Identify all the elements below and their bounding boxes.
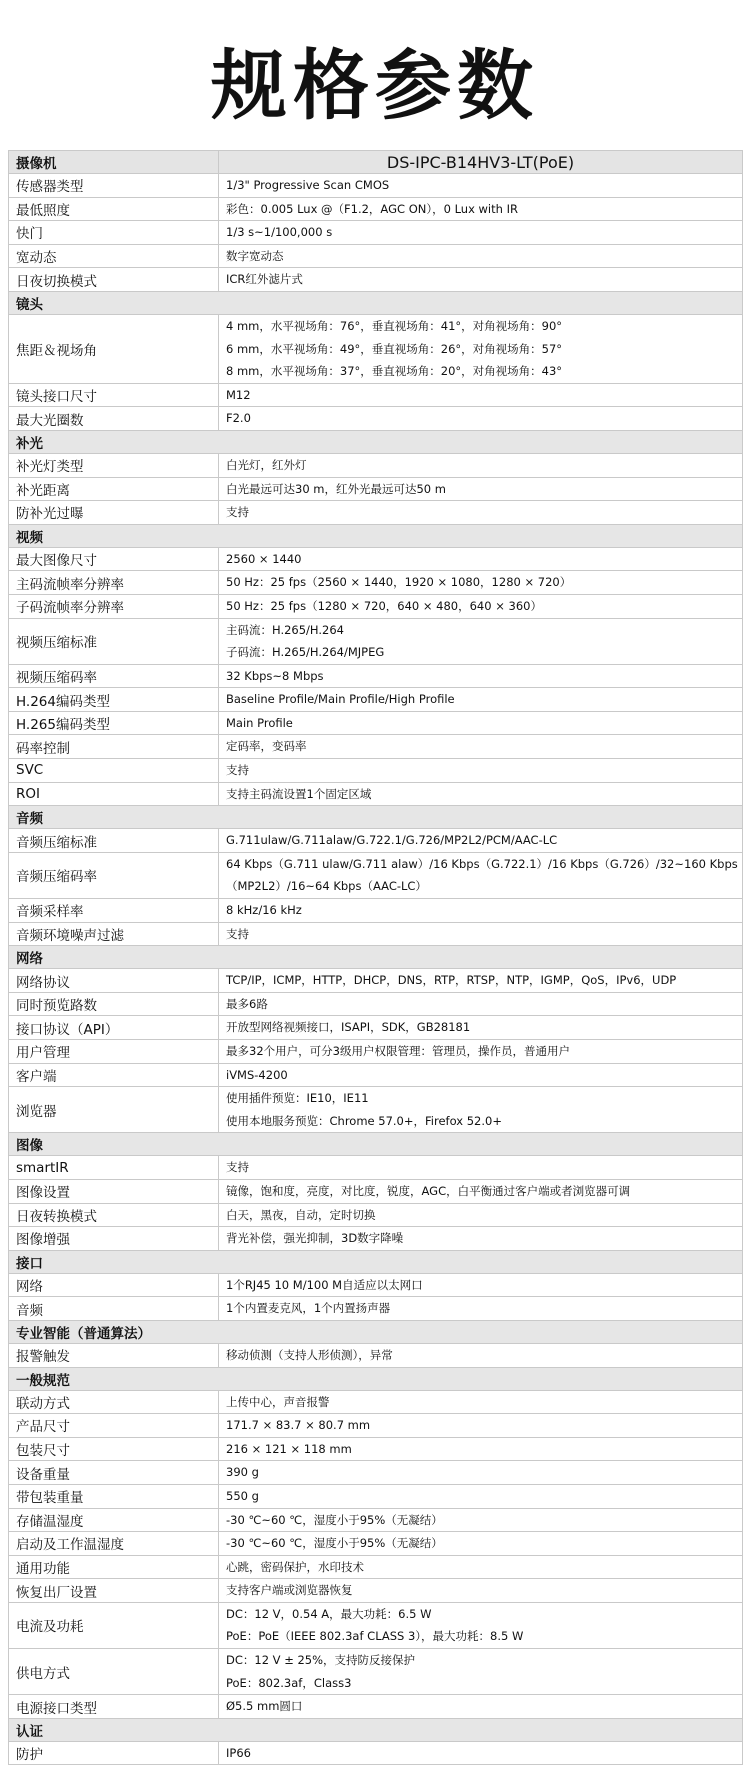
spec-label: 主码流帧率分辨率: [9, 571, 219, 595]
spec-row: [9, 453, 743, 477]
spec-label: 接口协议（API）: [9, 1016, 219, 1040]
spec-label: 同时预览路数: [9, 992, 219, 1016]
spec-value: [219, 735, 743, 759]
spec-value-line: DC：12 V，0.54 A，最大功耗：6.5 W: [226, 1606, 432, 1621]
spec-row: [9, 969, 743, 993]
spec-value: [219, 688, 743, 712]
spec-label: 宽动态: [9, 244, 219, 268]
spec-label: 焦距＆视场角: [9, 314, 219, 383]
spec-label: smartIR: [9, 1156, 219, 1180]
spec-row: [9, 688, 743, 712]
spec-value-line: 支持: [226, 763, 249, 778]
spec-row: [9, 1414, 743, 1438]
spec-row: [9, 221, 743, 245]
spec-label: 音频压缩标准: [9, 829, 219, 853]
spec-label: 音频采样率: [9, 899, 219, 923]
spec-value-line: -30 ℃~60 ℃，湿度小于95%（无凝结）: [226, 1536, 443, 1551]
spec-row: [9, 1087, 743, 1133]
spec-row: [9, 1532, 743, 1556]
spec-value: [219, 594, 743, 618]
spec-row: [9, 1602, 743, 1648]
spec-value: [219, 992, 743, 1016]
spec-value: [219, 1273, 743, 1297]
section-header: [9, 430, 743, 453]
spec-value: [219, 618, 743, 664]
spec-value-line: 定码率，变码率: [226, 739, 307, 754]
section-title: 专业智能（普通算法）: [9, 1320, 743, 1343]
spec-value: [219, 1063, 743, 1087]
spec-value-line: 上传中心，声音报警: [226, 1394, 330, 1409]
section-header: [9, 946, 743, 969]
spec-value: [219, 1156, 743, 1180]
spec-label: 图像设置: [9, 1179, 219, 1203]
spec-value-line: 开放型网络视频接口，ISAPI，SDK，GB28181: [226, 1020, 471, 1035]
spec-row: [9, 383, 743, 407]
model-value: DS-IPC-B14HV3-LT(PoE): [219, 151, 743, 174]
spec-value: [219, 1741, 743, 1765]
spec-row: [9, 1437, 743, 1461]
spec-value: [219, 571, 743, 595]
spec-label: SVC: [9, 759, 219, 783]
spec-label: 设备重量: [9, 1461, 219, 1485]
section-title: 网络: [9, 946, 743, 969]
spec-row: [9, 1016, 743, 1040]
spec-row: [9, 1461, 743, 1485]
spec-value: [219, 407, 743, 431]
spec-value-line: 彩色：0.005 Lux @（F1.2，AGC ON），0 Lux with IR: [226, 201, 518, 216]
spec-value: [219, 1649, 743, 1695]
spec-row: [9, 1273, 743, 1297]
spec-row: [9, 594, 743, 618]
section-title: 接口: [9, 1250, 743, 1273]
spec-row: [9, 1343, 743, 1367]
spec-value: [219, 221, 743, 245]
spec-value: [219, 829, 743, 853]
spec-value-line: 白光最远可达30 m，红外光最远可达50 m: [226, 481, 446, 496]
spec-label: 客户端: [9, 1063, 219, 1087]
page-title: 规格参数: [211, 41, 539, 130]
spec-value-line: 最多32个用户，可分3级用户权限管理：管理员，操作员，普通用户: [226, 1044, 570, 1058]
section-header: [9, 806, 743, 829]
spec-row: [9, 711, 743, 735]
spec-value-line: 移动侦测（支持人形侦测），异常: [226, 1347, 393, 1362]
spec-value-line: PoE：802.3af，Class3: [226, 1675, 352, 1690]
spec-value: [219, 1555, 743, 1579]
section-title: 一般规范: [9, 1367, 743, 1390]
spec-value-line: DC：12 V ± 25%，支持防反接保护: [226, 1653, 416, 1668]
spec-label: 最大图像尺寸: [9, 547, 219, 571]
spec-row: [9, 1179, 743, 1203]
spec-value-line: 64 Kbps（G.711 ulaw/G.711 alaw）/16 Kbps（G.722.1）/16 Kbps（G.726）/32~160 Kbps: [226, 856, 738, 871]
spec-row: [9, 1555, 743, 1579]
section-header: [9, 1320, 743, 1343]
spec-value: [219, 1179, 743, 1203]
spec-label: 包装尺寸: [9, 1437, 219, 1461]
section-title: 音频: [9, 806, 743, 829]
section-header: [9, 1250, 743, 1273]
spec-value-line: 1个RJ45 10 M/100 M自适应以太网口: [226, 1277, 423, 1292]
spec-row: [9, 1227, 743, 1251]
spec-row: [9, 1649, 743, 1695]
section-header: [9, 1367, 743, 1390]
spec-value: [219, 547, 743, 571]
spec-row: [9, 1063, 743, 1087]
spec-value-line: PoE：PoE（IEEE 802.3af CLASS 3），最大功耗：8.5 W: [226, 1629, 524, 1644]
spec-row: [9, 1484, 743, 1508]
section-title: 认证: [9, 1718, 743, 1741]
spec-value-line: 使用本地服务预览：Chrome 57.0+，Firefox 52.0+: [226, 1113, 502, 1128]
spec-value-line: F2.0: [226, 411, 251, 426]
spec-value-line: iVMS-4200: [226, 1067, 288, 1082]
spec-row: [9, 407, 743, 431]
spec-value: [219, 759, 743, 783]
spec-label: 浏览器: [9, 1087, 219, 1133]
spec-label: 日夜转换模式: [9, 1203, 219, 1227]
spec-value: [219, 1579, 743, 1603]
spec-label: H.265编码类型: [9, 711, 219, 735]
spec-value-line: G.711ulaw/G.711alaw/G.722.1/G.726/MP2L2/PCM/AAC-LC: [226, 833, 558, 848]
spec-value-line: 1/3" Progressive Scan CMOS: [226, 178, 390, 192]
spec-label: 防补光过曝: [9, 501, 219, 525]
spec-value: [219, 711, 743, 735]
spec-label: 联动方式: [9, 1390, 219, 1414]
spec-row: [9, 922, 743, 946]
spec-value-line: -30 ℃~60 ℃，湿度小于95%（无凝结）: [226, 1512, 443, 1527]
spec-value-line: 支持: [226, 926, 249, 941]
spec-value: [219, 1297, 743, 1321]
spec-label: 视频压缩码率: [9, 664, 219, 688]
spec-label: 音频压缩码率: [9, 852, 219, 898]
spec-value: [219, 1343, 743, 1367]
spec-row: [9, 992, 743, 1016]
spec-value: [219, 1227, 743, 1251]
spec-value: [219, 1602, 743, 1648]
spec-value-line: 32 Kbps~8 Mbps: [226, 668, 324, 683]
spec-value: [219, 664, 743, 688]
spec-label: 网络: [9, 1273, 219, 1297]
section-title: 视频: [9, 524, 743, 547]
spec-value: [219, 1484, 743, 1508]
spec-row: [9, 782, 743, 806]
spec-row: [9, 735, 743, 759]
spec-label: 音频: [9, 1297, 219, 1321]
spec-value-line: 镜像，饱和度，亮度，对比度，锐度，AGC，白平衡通过客户端或者浏览器可调: [226, 1183, 631, 1198]
spec-label: 音频环境噪声过滤: [9, 922, 219, 946]
spec-value: [219, 1695, 743, 1719]
spec-label: 用户管理: [9, 1040, 219, 1064]
spec-label: 最大光圈数: [9, 407, 219, 431]
spec-value-line: 白光灯，红外灯: [226, 457, 307, 472]
spec-label: 图像增强: [9, 1227, 219, 1251]
spec-value-line: 390 g: [226, 1465, 259, 1480]
spec-row: [9, 829, 743, 853]
spec-value: [219, 501, 743, 525]
spec-label: 快门: [9, 221, 219, 245]
spec-value-line: 使用插件预览：IE10，IE11: [226, 1091, 369, 1106]
spec-value: [219, 453, 743, 477]
spec-value-line: 子码流：H.265/H.264/MJPEG: [226, 645, 385, 660]
spec-row: [9, 174, 743, 198]
spec-value-line: ICR红外滤片式: [226, 272, 303, 287]
spec-value-line: 1个内置麦克风，1个内置扬声器: [226, 1301, 391, 1316]
spec-value-line: 数字宽动态: [226, 248, 284, 263]
spec-value: [219, 1390, 743, 1414]
section-header: [9, 524, 743, 547]
spec-value-line: 4 mm，水平视场角：76°，垂直视场角：41°，对角视场角：90°: [226, 318, 563, 333]
spec-value-line: 6 mm，水平视场角：49°，垂直视场角：26°，对角视场角：57°: [226, 341, 563, 356]
spec-value: [219, 268, 743, 292]
spec-value: [219, 244, 743, 268]
spec-value: [219, 1508, 743, 1532]
spec-label: ROI: [9, 782, 219, 806]
spec-value: [219, 1437, 743, 1461]
spec-label: 供电方式: [9, 1649, 219, 1695]
spec-value: [219, 174, 743, 198]
spec-label: 电流及功耗: [9, 1602, 219, 1648]
spec-table-body: [9, 151, 743, 1765]
spec-value: [219, 1203, 743, 1227]
spec-value-line: 8 kHz/16 kHz: [226, 903, 302, 918]
spec-value-line: 216 × 121 × 118 mm: [226, 1441, 352, 1456]
spec-value: [219, 1414, 743, 1438]
spec-value: [219, 477, 743, 501]
spec-label: 存储温湿度: [9, 1508, 219, 1532]
spec-row: [9, 244, 743, 268]
spec-label: 报警触发: [9, 1343, 219, 1367]
spec-row: [9, 1203, 743, 1227]
spec-value-line: 背光补偿，强光抑制，3D数字降噪: [226, 1231, 404, 1246]
spec-row: [9, 547, 743, 571]
spec-value-line: 支持: [226, 505, 249, 520]
spec-value: [219, 197, 743, 221]
section-title: 镜头: [9, 291, 743, 314]
spec-row: [9, 314, 743, 383]
spec-table: [8, 150, 743, 1765]
spec-value-line: 50 Hz：25 fps（1280 × 720，640 × 480，640 × 360）: [226, 598, 542, 613]
spec-row: [9, 1695, 743, 1719]
spec-value: [219, 1016, 743, 1040]
spec-value: [219, 922, 743, 946]
spec-row: [9, 571, 743, 595]
spec-value-line: 白天，黑夜，自动，定时切换: [226, 1207, 376, 1222]
spec-label: 恢复出厂设置: [9, 1579, 219, 1603]
spec-value-line: （MP2L2）/16~64 Kbps（AAC-LC）: [226, 879, 427, 894]
spec-value-line: 8 mm，水平视场角：37°，垂直视场角：20°，对角视场角：43°: [226, 364, 563, 379]
spec-value-line: Baseline Profile/Main Profile/High Profile: [226, 692, 455, 707]
spec-value-line: 550 g: [226, 1488, 259, 1503]
spec-value-line: 2560 × 1440: [226, 551, 302, 566]
spec-row: [9, 1390, 743, 1414]
spec-value-line: 支持主码流设置1个固定区域: [226, 786, 372, 801]
spec-row: [9, 477, 743, 501]
spec-label: H.264编码类型: [9, 688, 219, 712]
spec-value: [219, 1087, 743, 1133]
spec-row: [9, 501, 743, 525]
spec-row: [9, 664, 743, 688]
spec-value-line: 心跳，密码保护，水印技术: [226, 1559, 364, 1574]
spec-value: [219, 782, 743, 806]
spec-label: 子码流帧率分辨率: [9, 594, 219, 618]
spec-value-line: TCP/IP，ICMP，HTTP，DHCP，DNS，RTP，RTSP，NTP，IGMP，QoS，IPv6，UDP: [226, 973, 677, 988]
spec-row: [9, 1741, 743, 1765]
spec-value: [219, 1461, 743, 1485]
spec-value-line: M12: [226, 387, 251, 402]
spec-row: [9, 618, 743, 664]
spec-row: [9, 1508, 743, 1532]
spec-value-line: Main Profile: [226, 715, 293, 730]
spec-value-line: 主码流：H.265/H.264: [226, 622, 344, 637]
spec-label: 视频压缩标准: [9, 618, 219, 664]
spec-label: 通用功能: [9, 1555, 219, 1579]
spec-value-line: 171.7 × 83.7 × 80.7 mm: [226, 1418, 371, 1433]
spec-label: 电源接口类型: [9, 1695, 219, 1719]
spec-label: 传感器类型: [9, 174, 219, 198]
spec-value-line: IP66: [226, 1745, 251, 1760]
spec-value-line: 支持客户端或浏览器恢复: [226, 1583, 353, 1598]
spec-value: [219, 1040, 743, 1064]
spec-value: [219, 852, 743, 898]
spec-value-line: 支持: [226, 1160, 249, 1175]
model-row: [9, 151, 743, 174]
spec-value-line: Ø5.5 mm圆口: [226, 1699, 303, 1714]
spec-row: [9, 852, 743, 898]
spec-value: [219, 1532, 743, 1556]
spec-value-line: 1/3 s~1/100,000 s: [226, 225, 333, 240]
section-header: [9, 1133, 743, 1156]
spec-value: [219, 314, 743, 383]
section-header: [9, 291, 743, 314]
spec-label: 启动及工作温湿度: [9, 1532, 219, 1556]
spec-value: [219, 899, 743, 923]
spec-value-line: 最多6路: [226, 996, 268, 1011]
spec-value-line: 50 Hz：25 fps（2560 × 1440，1920 × 1080，1280 × 720）: [226, 575, 572, 590]
spec-label: 补光距离: [9, 477, 219, 501]
spec-row: [9, 899, 743, 923]
spec-label: 产品尺寸: [9, 1414, 219, 1438]
spec-label: 日夜切换模式: [9, 268, 219, 292]
section-header: [9, 1718, 743, 1741]
section-title: 补光: [9, 430, 743, 453]
spec-row: [9, 1579, 743, 1603]
spec-label: 网络协议: [9, 969, 219, 993]
spec-row: [9, 1156, 743, 1180]
spec-row: [9, 197, 743, 221]
spec-label: 补光灯类型: [9, 453, 219, 477]
spec-label: 防护: [9, 1741, 219, 1765]
spec-label: 码率控制: [9, 735, 219, 759]
spec-label: 镜头接口尺寸: [9, 383, 219, 407]
spec-row: [9, 1040, 743, 1064]
spec-row: [9, 1297, 743, 1321]
spec-row: [9, 268, 743, 292]
section-title: 图像: [9, 1133, 743, 1156]
spec-value: [219, 969, 743, 993]
spec-row: [9, 759, 743, 783]
model-label: 摄像机: [9, 151, 219, 174]
spec-value: [219, 383, 743, 407]
spec-label: 最低照度: [9, 197, 219, 221]
spec-label: 带包装重量: [9, 1484, 219, 1508]
